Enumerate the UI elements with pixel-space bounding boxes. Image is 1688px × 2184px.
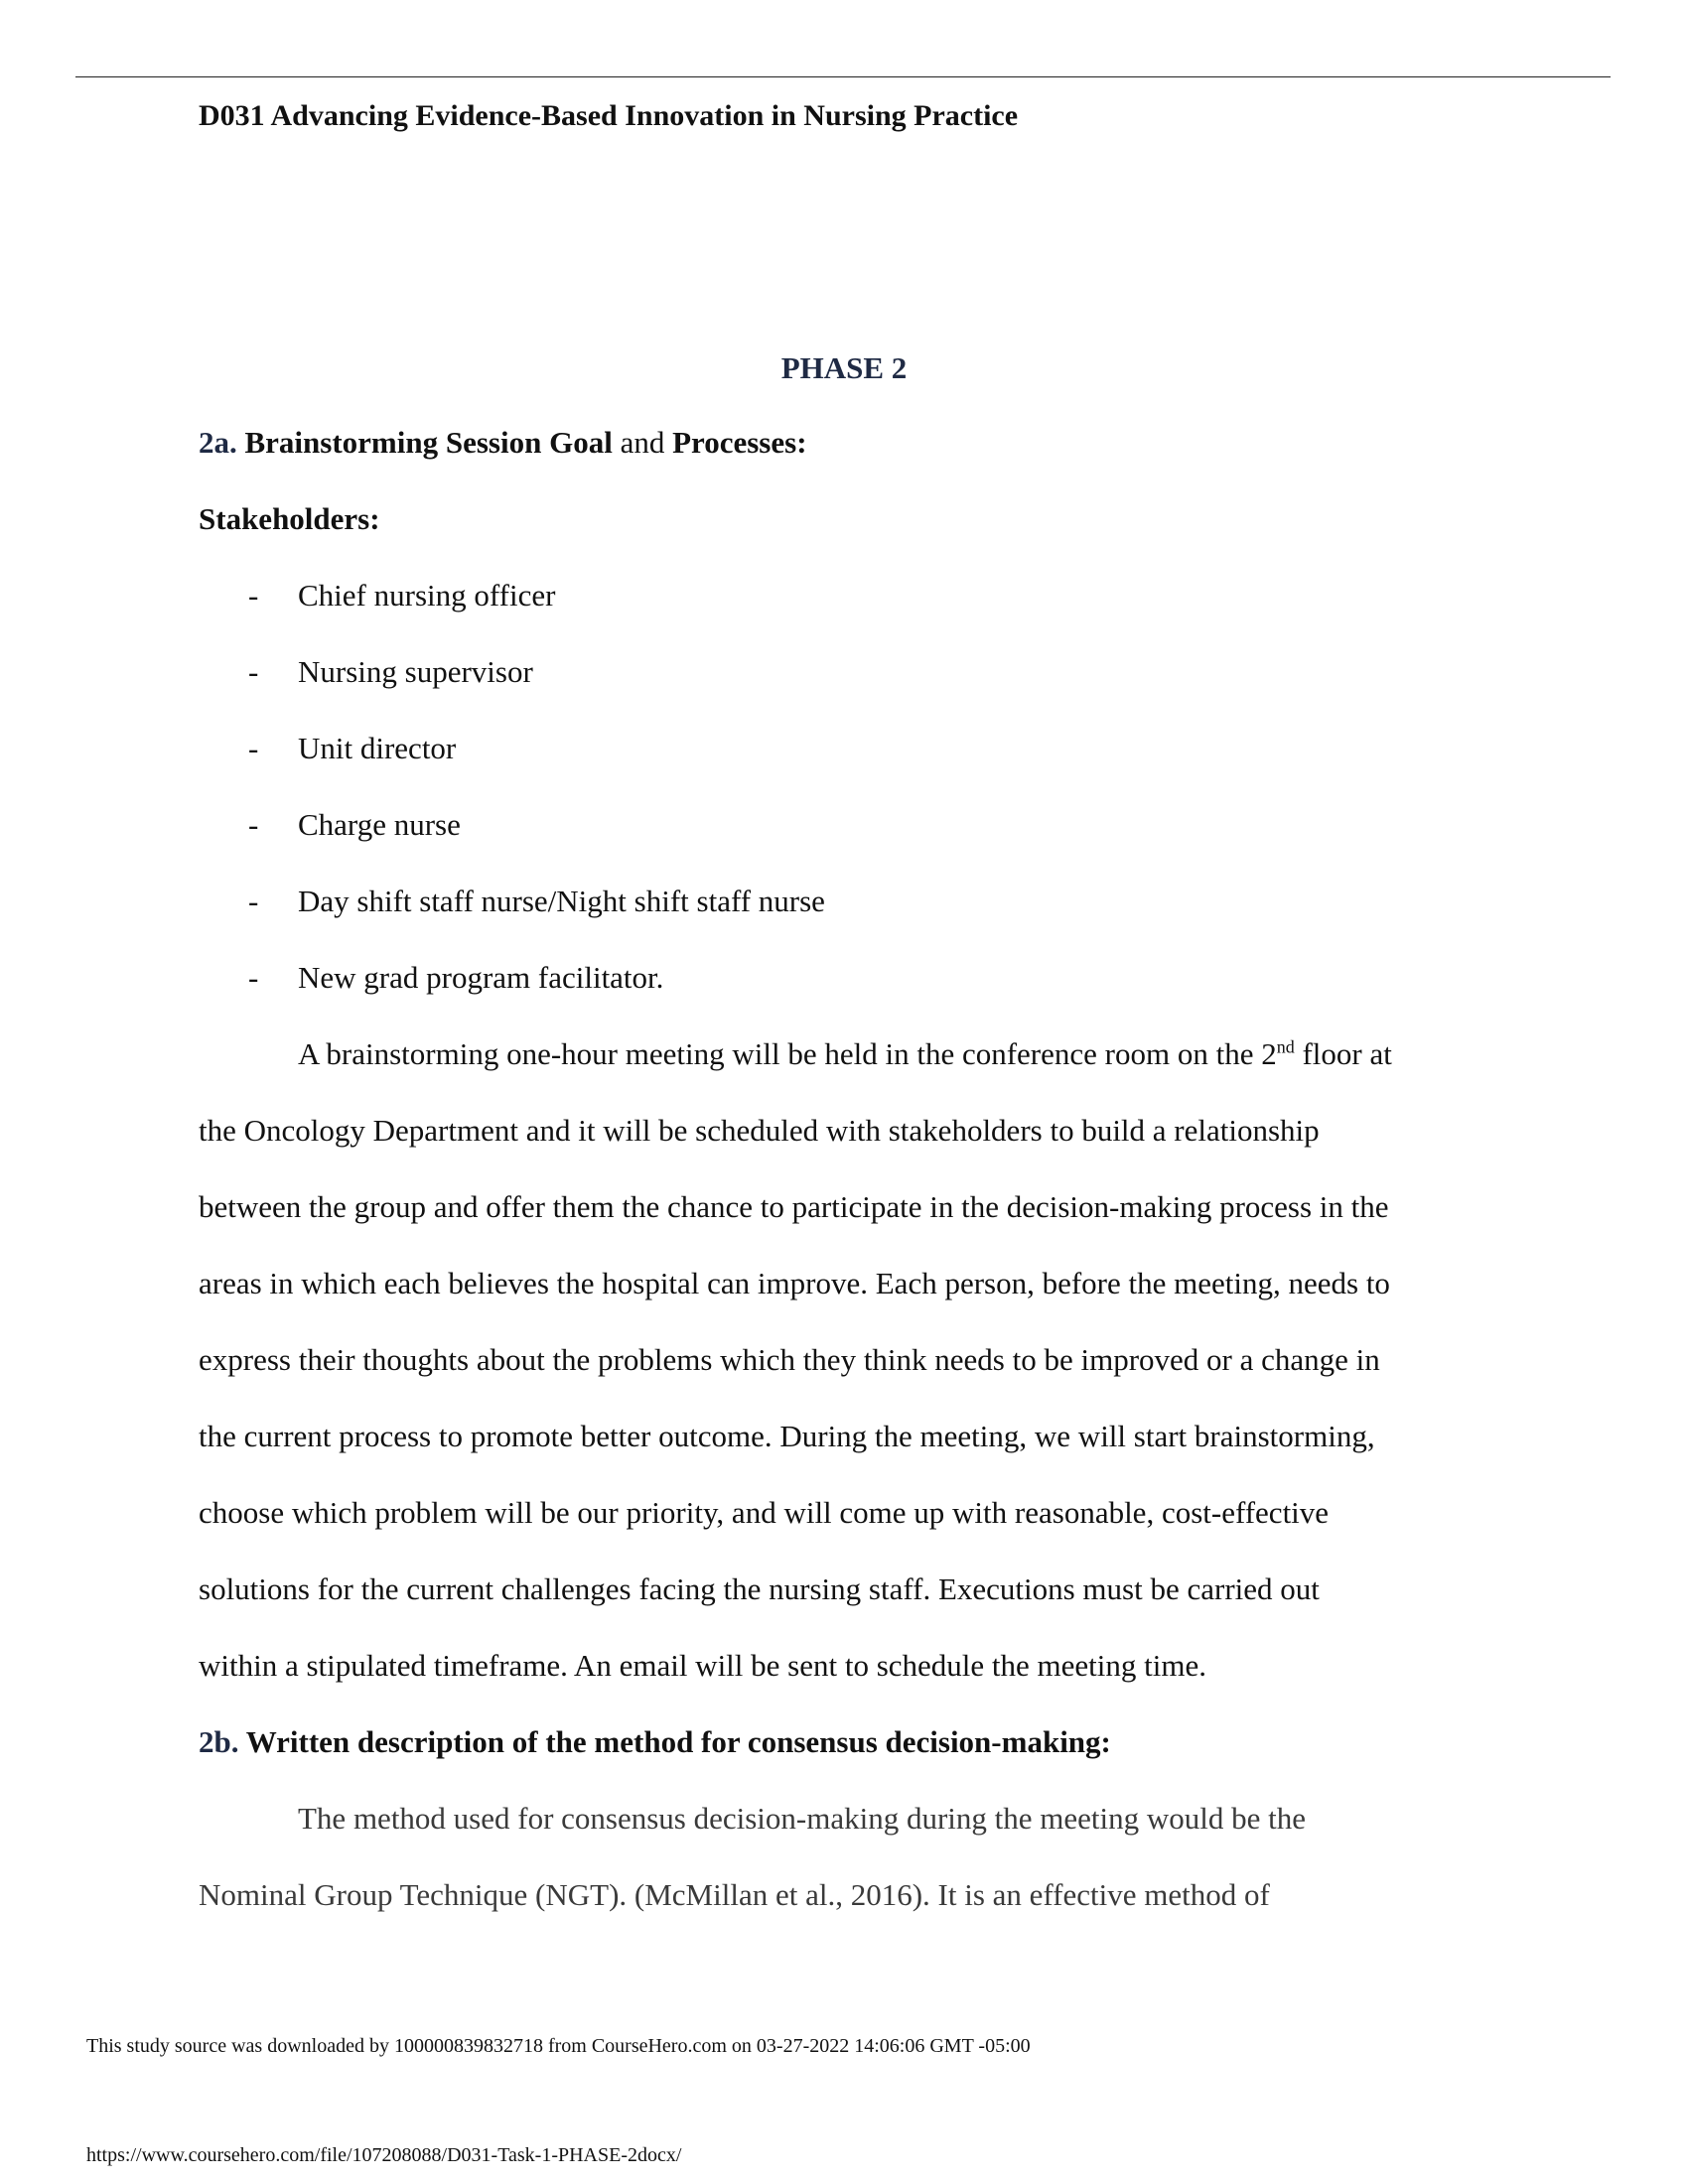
top-rule: [75, 76, 1611, 77]
paragraph-line: between the group and offer them the chance to participate in the decision-making process in the: [199, 1189, 1389, 1224]
list-dash: -: [248, 807, 259, 842]
paragraph-line: Nominal Group Technique (NGT). (McMillan et al., 2016). It is an effective method of: [199, 1877, 1270, 1912]
section-2b-heading: [199, 1724, 1111, 1760]
section-2a-title-part1: Brainstorming Session Goal: [244, 425, 613, 460]
ordinal-suffix: nd: [1276, 1036, 1295, 1057]
paragraph-line: solutions for the current challenges facing the nursing staff. Executions must be carried out: [199, 1571, 1320, 1606]
list-dash: -: [248, 578, 259, 613]
paragraph-text: A brainstorming one-hour meeting will be held in the conference room on the 2: [298, 1036, 1277, 1071]
list-dash: -: [248, 960, 259, 995]
section-2a-number: 2a.: [199, 425, 237, 460]
list-item-text: Charge nurse: [298, 807, 461, 842]
phase-heading: PHASE 2: [780, 350, 908, 385]
section-2a-title-part2: Processes:: [672, 425, 807, 460]
list-dash: -: [248, 654, 259, 689]
paragraph-line: the current process to promote better outcome. During the meeting, we will start brainstorming,: [199, 1419, 1375, 1453]
course-title: D031 Advancing Evidence-Based Innovation in Nursing Practice: [199, 99, 1019, 132]
list-dash: -: [248, 884, 259, 918]
stakeholders-label: Stakeholders:: [199, 501, 380, 536]
paragraph-line: express their thoughts about the problems which they think needs to be improved or a change in: [199, 1342, 1380, 1377]
section-2a-connector: and: [620, 425, 665, 460]
list-item-text: Nursing supervisor: [298, 654, 533, 689]
source-url[interactable]: https://www.coursehero.com/file/107208088/D031-Task-1-PHASE-2docx/: [86, 2144, 682, 2166]
paragraph-line: [298, 1036, 1392, 1072]
list-item-text: New grad program facilitator.: [298, 960, 664, 995]
paragraph-line: choose which problem will be our priority, and will come up with reasonable, cost-effective: [199, 1495, 1330, 1530]
list-item-text: Unit director: [298, 731, 457, 765]
paragraph-line: areas in which each believes the hospital can improve. Each person, before the meeting, needs to: [199, 1266, 1390, 1300]
list-dash: -: [248, 731, 259, 765]
section-2b-title: Written description of the method for consensus decision-making:: [245, 1724, 1111, 1759]
download-source-note: This study source was downloaded by 100000839832718 from CourseHero.com on 03-27-2022 14:06:06 GMT -05:00: [86, 2035, 1031, 2057]
list-item-text: Chief nursing officer: [298, 578, 556, 613]
paragraph-line: within a stipulated timeframe. An email will be sent to schedule the meeting time.: [199, 1648, 1206, 1683]
list-item-text: Day shift staff nurse/Night shift staff nurse: [298, 884, 825, 918]
section-2b-number: 2b.: [199, 1724, 239, 1759]
section-2a-heading: [199, 425, 807, 461]
paragraph-line: The method used for consensus decision-making during the meeting would be the: [298, 1801, 1307, 1836]
paragraph-line: the Oncology Department and it will be scheduled with stakeholders to build a relationship: [199, 1113, 1320, 1148]
paragraph-text: floor at: [1294, 1036, 1392, 1071]
